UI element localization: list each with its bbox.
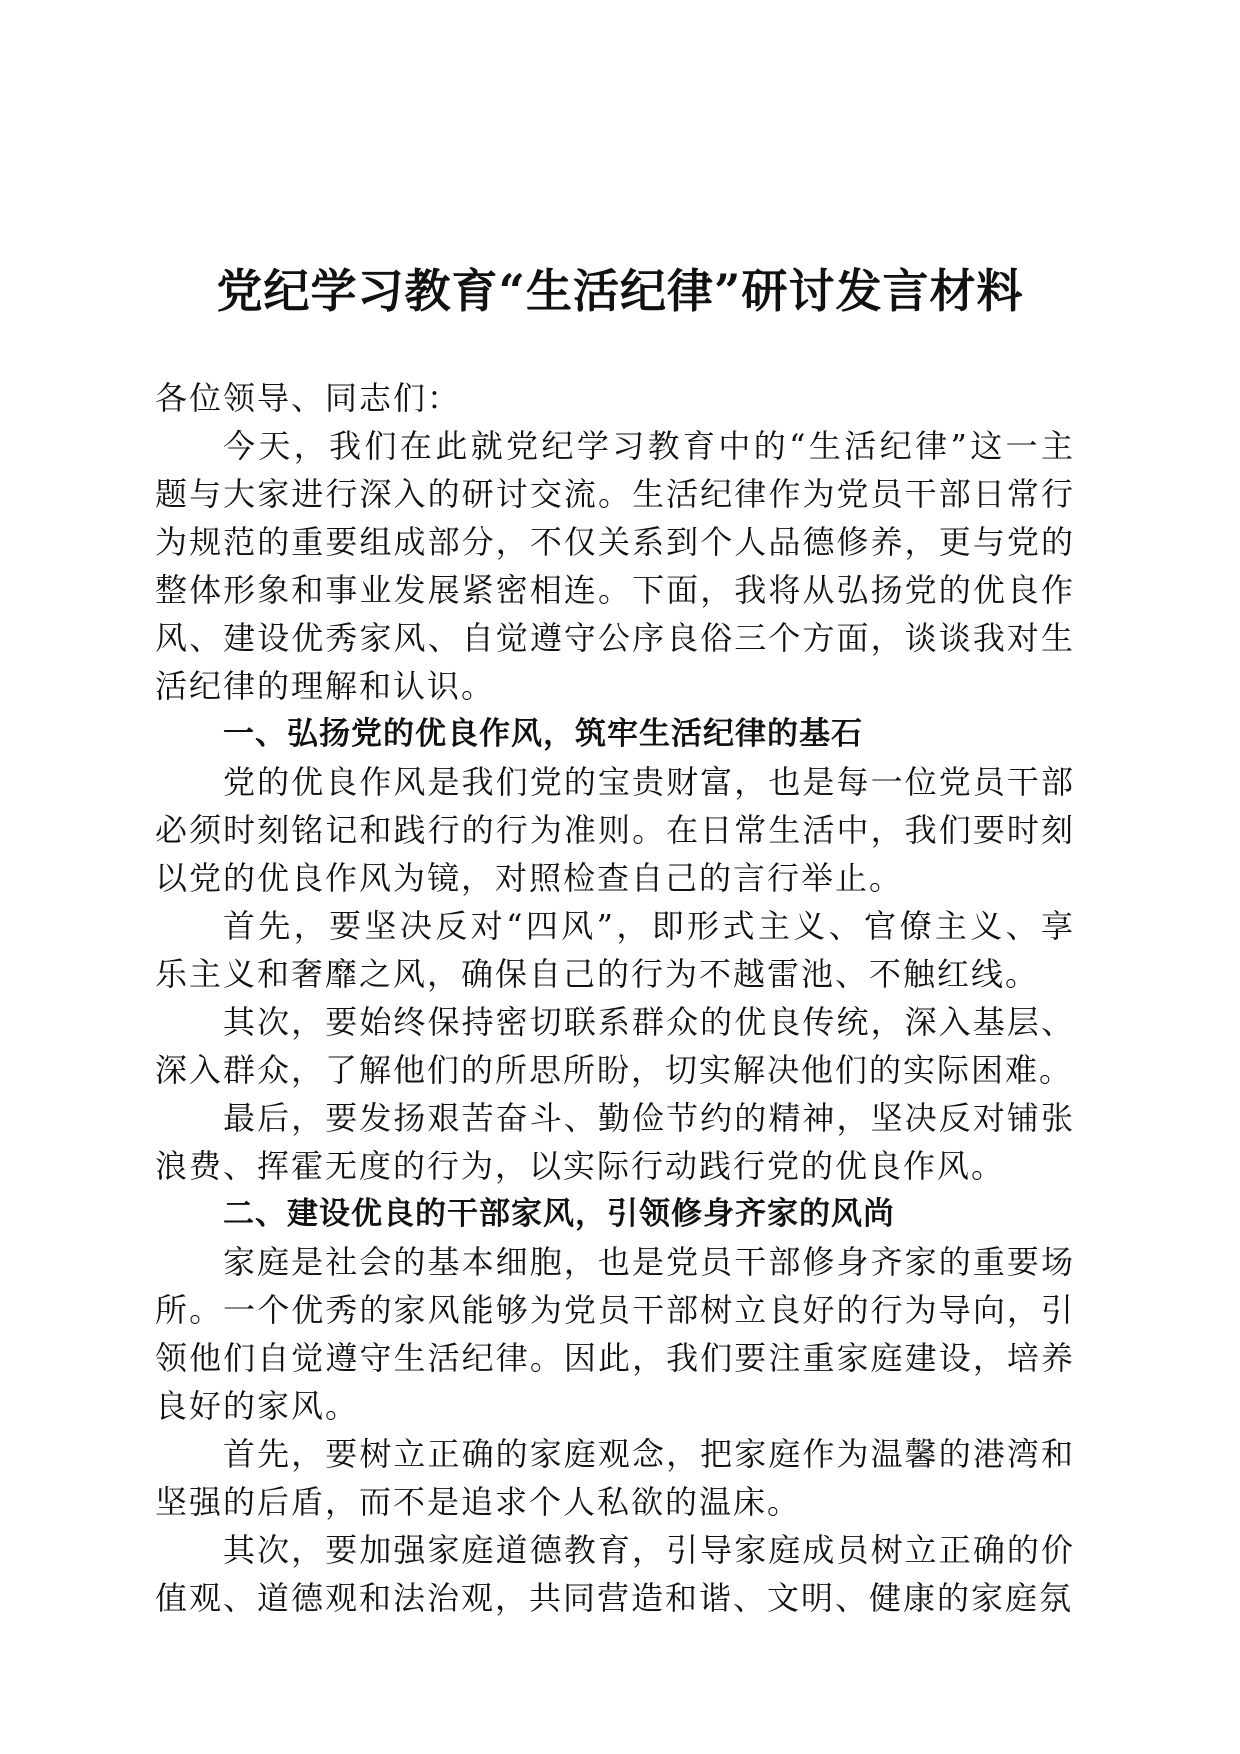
intro-paragraph: 今天，我们在此就党纪学习教育中的“生活纪律”这一主题与大家进行深入的研讨交流。生活纪律作为党员干部日常行为规范的重要组成部分，不仅关系到个人品德修养，更与党的整体形象和事业发展紧密相连。下面，我将从弘扬党的优良作风、建设优秀家风、自觉遵守公序良俗三个方面，谈谈我对生活纪律的理解和认识。 <box>155 427 1075 705</box>
page-title: 党纪学习教育“生活纪律”研讨发言材料 <box>216 263 1024 318</box>
salutation: 各位领导、同志们： <box>155 379 462 417</box>
paragraph: 家庭是社会的基本细胞，也是党员干部修身齐家的重要场所。一个优秀的家风能够为党员干部树立良好的行为导向，引领他们自觉遵守生活纪律。因此，我们要注重家庭建设，培养良好的家风。 <box>155 1243 1075 1425</box>
section-2-heading: 二、建设优良的干部家风，引领修身齐家的风尚 <box>223 1196 895 1232</box>
paragraph: 其次，要始终保持密切联系群众的优良传统，深入基层、深入群众，了解他们的所思所盼，切实解决他们的实际困难。 <box>155 1003 1075 1089</box>
section-1-heading: 一、弘扬党的优良作风，筑牢生活纪律的基石 <box>223 716 863 752</box>
document-body <box>155 374 1075 1622</box>
paragraph: 首先，要坚决反对“四风”，即形式主义、官僚主义、享乐主义和奢靡之风，确保自己的行为不越雷池、不触红线。 <box>155 907 1075 993</box>
paragraph: 党的优良作风是我们党的宝贵财富，也是每一位党员干部必须时刻铭记和践行的行为准则。在日常生活中，我们要时刻以党的优良作风为镜，对照检查自己的言行举止。 <box>155 763 1075 897</box>
paragraph: 最后，要发扬艰苦奋斗、勤俭节约的精神，坚决反对铺张浪费、挥霍无度的行为，以实际行动践行党的优良作风。 <box>155 1099 1075 1185</box>
paragraph: 其次，要加强家庭道德教育，引导家庭成员树立正确的价值观、道德观和法治观，共同营造和谐、文明、健康的家庭氛 <box>155 1531 1075 1617</box>
paragraph: 首先，要树立正确的家庭观念，把家庭作为温馨的港湾和坚强的后盾，而不是追求个人私欲的温床。 <box>155 1435 1075 1521</box>
